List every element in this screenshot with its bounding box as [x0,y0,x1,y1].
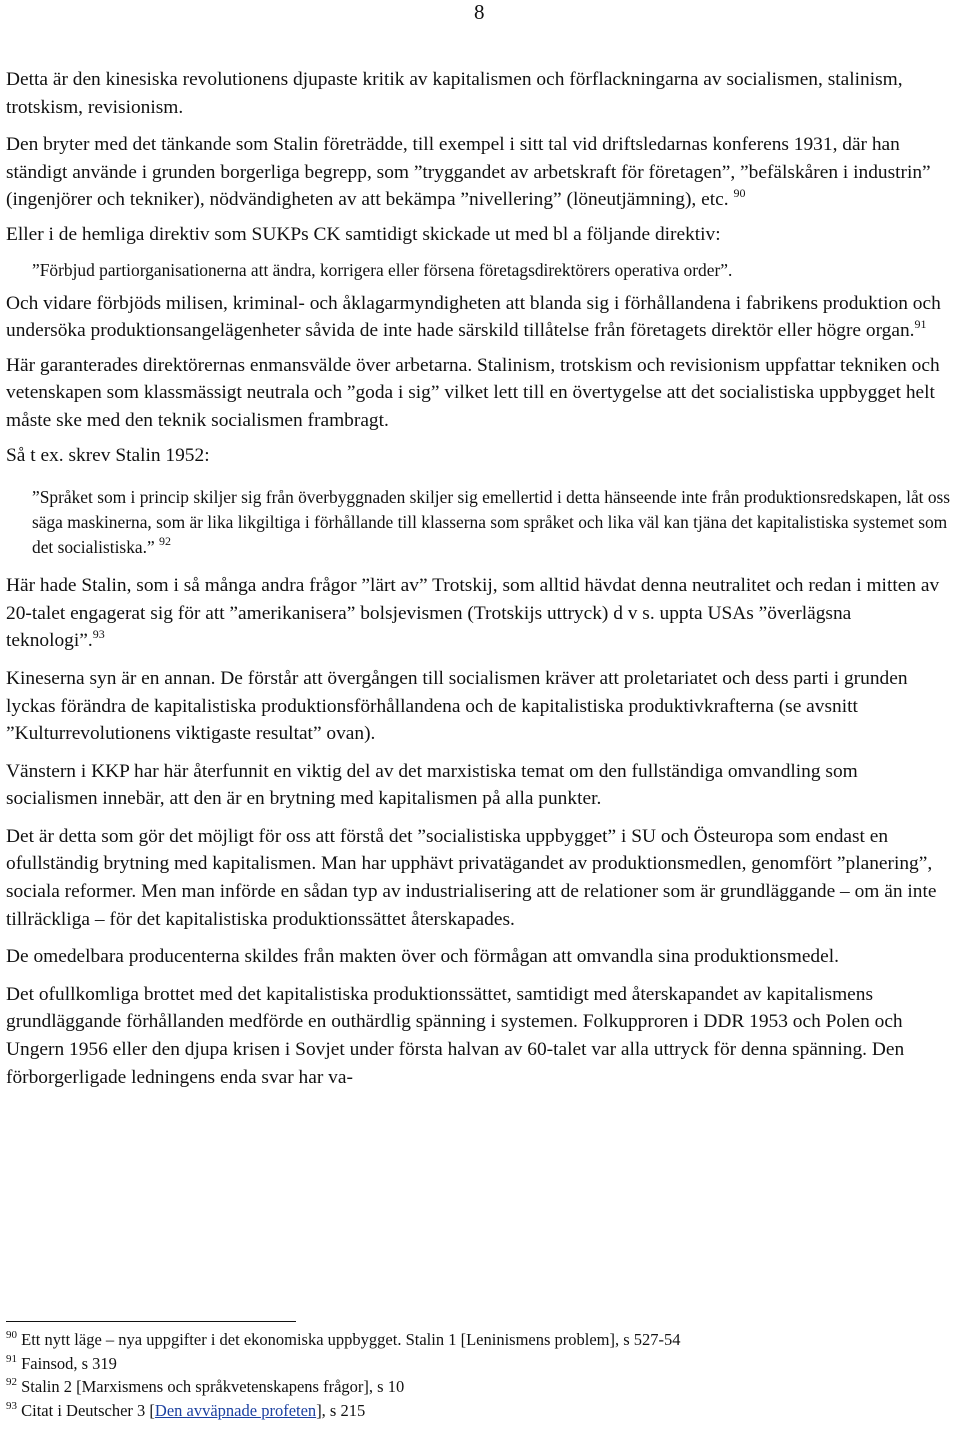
page-number: 8 [474,0,485,24]
footnote-ref[interactable]: 91 [914,317,927,332]
paragraph: Detta är den kinesiska revolutionens djupaste kritik av kapitalismen och förflackningarna av socialismen, stalinism, trotskism, revisionism. [6,69,903,118]
footnote-divider [6,1321,296,1322]
footnote-ref[interactable]: 93 [92,627,105,642]
paragraph: Här hade Stalin, som i så många andra frågor ”lärt av” Trotskij, som alltid hävdat denna neutralitet och redan i mitten av 20-talet engagerat sig för att ”amerikanisera” bolsjevismen (Trotskijs uttryck) d v s. uppta USAs ”överlägsna teknologi”.$^{93}$ [6,575,940,652]
paragraph: De omedelbara producenterna skildes från makten över och förmågan att omvandla sina produktionsmedel. [6,946,839,968]
paragraph: Kineserna syn är en annan. De förstår att övergången till socialismen kräver att proletariatet och dess parti i grunden lyckas förändra de kapitalistiska produktionsförhållandena och de kapitalistiska produktivkrafterna (se avsnitt ”Kulturrevolutionens viktigaste resultat” ovan). [6,667,908,745]
block-quote: ”Förbjud partiorganisationerna att ändra, korrigera eller försena företagsdirektörers operativa order”. [32,259,733,280]
paragraph: Här garanterades direktörernas enmansvälde över arbetarna. Stalinism, trotskism och revisionism uppfattar tekniken och vetenskapen som klassmässigt neutrala och ”goda i sig” vilket lett till en övertygelse att det socialistiska uppbygget helt måste ske med den teknik socialismen frambragt. [6,354,940,431]
body-text [6,66,954,1091]
paragraph: Det är detta som gör det möjligt för oss att förstå det ”socialistiska uppbygget” i SU och Östeuropa som endast en ofullständig brytning med kapitalismen. Man har upphävt privatägandet av produktionsmedlen, genomfört ”planering”, sociala reformer. Men man införde en sådan typ av industrialisering att de relationer som är grundläggande – om än inte tillräckliga – för det kapitalistiska produktionssättet återskapades. [6,825,937,930]
footnote-ref[interactable]: 92 [159,534,172,549]
paragraph: Eller i de hemliga direktiv som SUKPs CK samtidigt skickade ut med bl a följande direktiv: [6,223,721,245]
footnote: $^{92}$ Stalin 2 [Marxismens och språkvetenskapens frågor], s 10 [6,1376,405,1396]
paragraph: Det ofullkomliga brottet med det kapitalistiska produktionssättet, samtidigt med återskapandet av kapitalismens grundläggande förhållanden medförde en outhärdlig spänning i systemen. Folkupproren i DDR 1953 och Polen och Ungern 1956 eller den djupa krisen i Sovjet under första halvan av 60-talet var alla uttryck för denna spänning. Den förborgerligade ledningens enda svar har va- [6,983,905,1088]
footnote: $^{90}$ Ett nytt läge – nya uppgifter i det ekonomiska uppbygget. Stalin 1 [Leninismens problem], s 527-54 [6,1329,681,1349]
paragraph: Vänstern i KKP har här återfunnit en viktig del av det marxistiska temat om den fullständiga omvandling som socialismen innebär, att den är en brytning med kapitalismen på alla punkter. [6,760,858,810]
footnote: $^{93}$ Citat i Deutscher 3 [Den avväpnade profeten], s 215 [6,1399,366,1420]
footnote: $^{91}$ Fainsod, s 319 [6,1352,117,1373]
paragraph: Den bryter med det tänkande som Stalin företrädde, till exempel i sitt tal vid driftsledarnas konferens 1931, där han ständigt använde i grunden borgerliga begrepp, som ”tryggandet av arbetskraft för företagen”, ”befälskåren i industrin” (ingenjörer och tekniker), nödvändigheten av att bekämpa ”nivellering” (löneutjämning), etc. $^{90}$ [6,134,931,211]
footnotes [6,1321,954,1422]
paragraph: Och vidare förbjöds milisen, kriminal- och åklagarmyndigheten att blanda sig i förhållandena i fabrikens produktion och undersöka produktionsangelägenheter såvida de inte hade särskild tillåtelse från företagets direktör eller högre organ.$^{91}$ [6,292,941,342]
block-quote: ”Språket som i princip skiljer sig från överbyggnaden skiljer sig emellertid i detta hänseende inte från produktionsredskapen, låt oss säga maskinerna, som är lika likgiltiga i förhållande till klasserna som språket och lika väl kan tjäna det kapitalistiska systemet som det socialistiska.” $^{92}$ [32,487,951,558]
paragraph: Så t ex. skrev Stalin 1952: [6,444,210,466]
footnote-link[interactable]: Den avväpnade profeten [154,1400,317,1420]
footnote-ref[interactable]: 90 [733,186,746,201]
